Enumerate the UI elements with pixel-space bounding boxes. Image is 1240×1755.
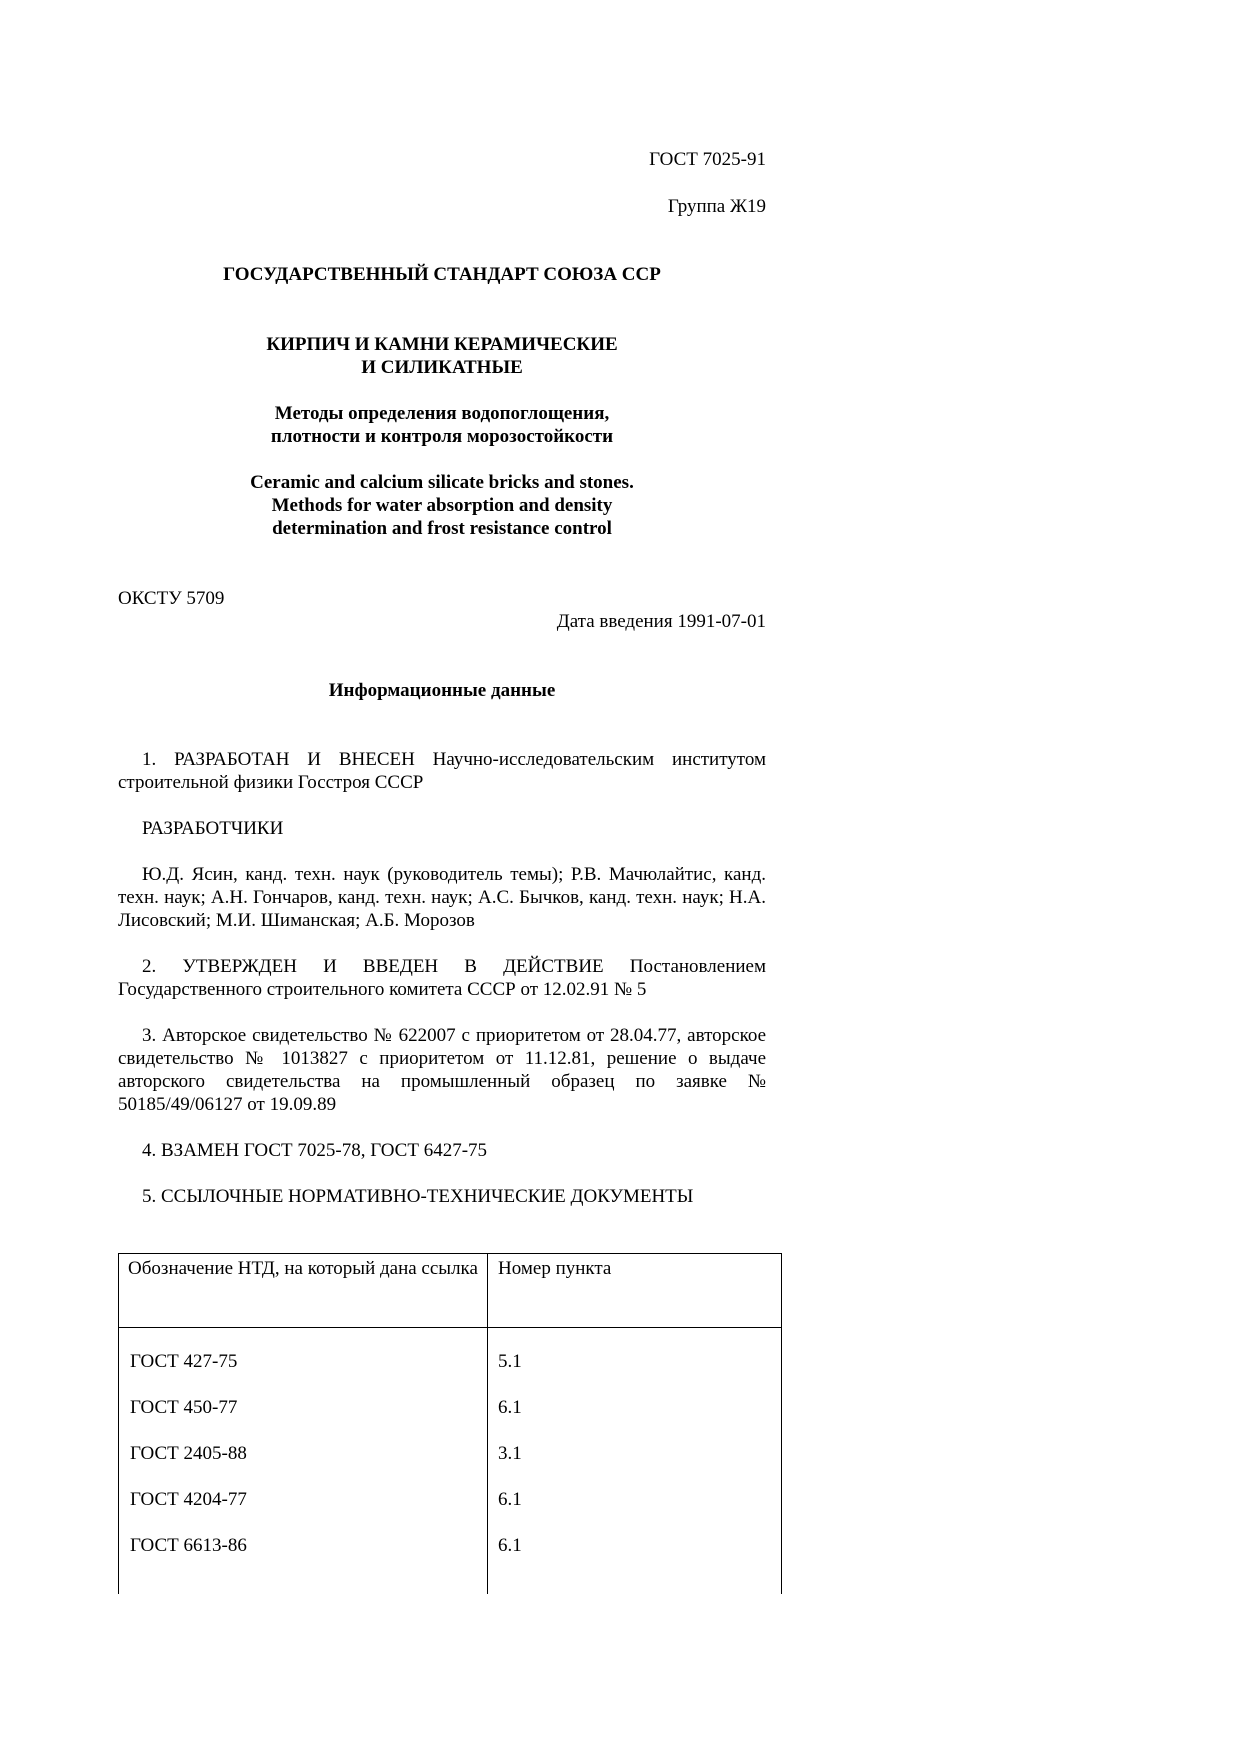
- clause-cell: 6.1: [488, 1534, 782, 1580]
- clause-cell: 6.1: [488, 1488, 782, 1534]
- document-cell: ГОСТ 4204-77: [119, 1488, 488, 1534]
- document-name: [118, 333, 766, 379]
- document-name-line: И СИЛИКАТНЫЕ: [361, 357, 523, 378]
- developers-list: Ю.Д. Ясин, канд. техн. наук (руководитель темы); Р.В. Мачюлайтис, канд. техн. наук; А.Н. Гончаров, канд. техн. наук; А.С. Бычков, канд. техн. наук; Н.А. Лисовский; М.И. Шиманская; А.Б. Морозов: [118, 864, 766, 931]
- table-row: [119, 1396, 782, 1442]
- clause-cell: 5.1: [488, 1328, 782, 1397]
- table-row: [119, 1328, 782, 1397]
- table-continuation: [119, 1580, 782, 1594]
- document-cell: ГОСТ 2405-88: [119, 1442, 488, 1488]
- document-cell: ГОСТ 427-75: [119, 1328, 488, 1397]
- column-header-clause: Номер пункта: [488, 1254, 782, 1328]
- table-row: [119, 1442, 782, 1488]
- document-subtitle-line: Методы определения водопоглощения,: [274, 403, 610, 424]
- developers-heading: РАЗРАБОТЧИКИ: [142, 818, 284, 839]
- info-item-5: 5. ССЫЛОЧНЫЕ НОРМАТИВНО-ТЕХНИЧЕСКИЕ ДОКУМЕНТЫ: [142, 1186, 694, 1207]
- info-heading: Информационные данные: [328, 680, 556, 701]
- gost-number: ГОСТ 7025-91: [649, 149, 766, 170]
- document-cell: ГОСТ 450-77: [119, 1396, 488, 1442]
- document-subtitle-line: плотности и контроля морозостойкости: [270, 426, 614, 447]
- document-subtitle: [118, 402, 766, 448]
- introduction-date: Дата введения 1991-07-01: [556, 611, 766, 632]
- document-cell: ГОСТ 6613-86: [119, 1534, 488, 1580]
- english-title: [118, 471, 766, 540]
- oksty-code: ОКСТУ 5709: [118, 588, 225, 609]
- info-item-3: 3. Авторское свидетельство № 622007 с приоритетом от 28.04.77, авторское свидетельство № 1013827 с приоритетом от 11.12.81, решение о выдаче авторского свидетельства на промышленный образец по заявке № 50185/49/06127 от 19.09.89: [118, 1025, 766, 1115]
- standard-title: ГОСУДАРСТВЕННЫЙ СТАНДАРТ СОЮЗА ССР: [223, 264, 661, 285]
- clause-cell: 6.1: [488, 1396, 782, 1442]
- english-title-line: Ceramic and calcium silicate bricks and stones.: [250, 472, 634, 493]
- english-title-line: determination and frost resistance control: [272, 518, 612, 539]
- info-item-4: 4. ВЗАМЕН ГОСТ 7025-78, ГОСТ 6427-75: [142, 1140, 488, 1161]
- english-title-line: Methods for water absorption and density: [271, 495, 613, 516]
- table-row: [119, 1534, 782, 1580]
- info-item-2: 2. УТВЕРЖДЕН И ВВЕДЕН В ДЕЙСТВИЕ Постановлением Государственного строительного комитета СССР от 12.02.91 № 5: [118, 956, 766, 1000]
- clause-cell: 3.1: [488, 1442, 782, 1488]
- column-header-document: Обозначение НТД, на который дана ссылка: [119, 1254, 488, 1328]
- references-table: [118, 1253, 782, 1594]
- table-header-row: [119, 1254, 782, 1328]
- document-name-line: КИРПИЧ И КАМНИ КЕРАМИЧЕСКИЕ: [266, 334, 618, 355]
- info-item-1: 1. РАЗРАБОТАН И ВНЕСЕН Научно-исследовательским институтом строительной физики Госстроя СССР: [118, 749, 766, 793]
- table-row: [119, 1488, 782, 1534]
- group-code: Группа Ж19: [667, 196, 766, 217]
